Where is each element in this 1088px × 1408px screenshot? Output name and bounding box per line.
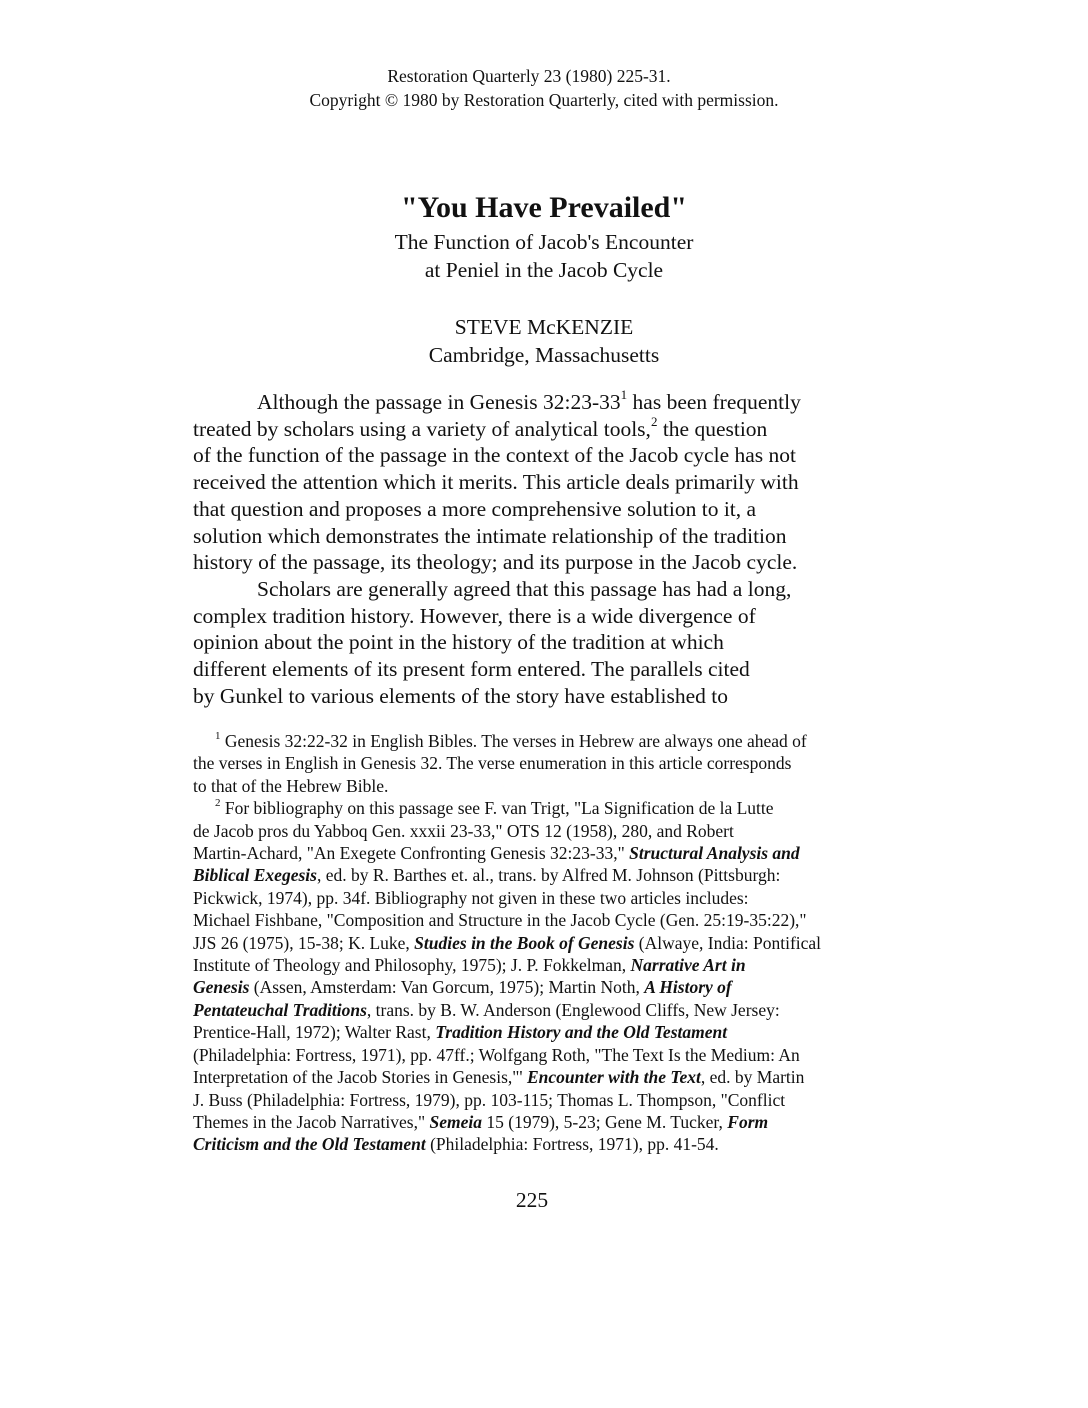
footnote-line: Themes in the Jacob Narratives," Semeia 15 (1979), 5-23; Gene M. Tucker, Form <box>193 1111 769 1132</box>
footnote-marker: 2 <box>215 797 221 810</box>
text-line: by Gunkel to various elements of the story have established to <box>193 683 728 708</box>
footnote-line: Biblical Exegesis, ed. by R. Barthes et. al., trans. by Alfred M. Johnson (Pittsburgh: <box>193 865 781 886</box>
author-location: Cambridge, Massachusetts <box>428 343 660 367</box>
footnote-ref-2[interactable]: 2 <box>650 413 658 429</box>
footnote-line: de Jacob pros du Yabboq Gen. xxxii 23-33," OTS 12 (1958), 280, and Robert <box>193 820 734 841</box>
subtitle-line: at Peniel in the Jacob Cycle <box>424 258 664 282</box>
footnote-line: Genesis (Assen, Amsterdam: Van Gorcum, 1975); Martin Noth, A History of <box>193 977 732 998</box>
text-line: that question and proposes a more comprehensive solution to it, a <box>193 496 757 521</box>
text-line: solution which demonstrates the intimate relationship of the tradition <box>193 523 787 548</box>
footnote-line: Pickwick, 1974), pp. 34f. Bibliography not given in these two articles includes: <box>193 887 749 908</box>
footnote-line: Interpretation of the Jacob Stories in Genesis,"' Encounter with the Text, ed. by Martin <box>193 1067 805 1088</box>
text-line: of the function of the passage in the context of the Jacob cycle has not <box>193 443 796 468</box>
footnote-2: $^2$ For bibliography on this passage see F. van Trigt, "La Signification de la Lutte <box>215 797 774 819</box>
footnote-line: Pentateuchal Traditions, trans. by B. W. Anderson (Englewood Cliffs, New Jersey: <box>193 999 780 1020</box>
footnote-line: to that of the Hebrew Bible. <box>193 775 389 796</box>
text-line: opinion about the point in the history of the tradition at which <box>193 630 724 655</box>
footnote-line: Michael Fishbane, "Composition and Structure in the Jacob Cycle (Gen. 25:19-35:22)," <box>193 910 807 931</box>
body-text <box>193 386 893 709</box>
text-line: history of the passage, its theology; and its purpose in the Jacob cycle. <box>193 550 798 575</box>
article-subtitle <box>0 228 1088 284</box>
footnote-line: JJS 26 (1975), 15-38; K. Luke, Studies in the Book of Genesis (Alwaye, India: Pontifical <box>193 932 822 953</box>
footnote-line: the verses in English in Genesis 32. The verse enumeration in this article corresponds <box>193 753 792 774</box>
text-line: received the attention which it merits. This article deals primarily with <box>193 470 799 495</box>
copyright-notice: Copyright © 1980 by Restoration Quarterly, cited with permission. <box>309 90 779 110</box>
text-line: treated by scholars using a variety of analytical tools,$^2$ the question <box>193 413 768 441</box>
footnote-line: Criticism and the Old Testament (Philadelphia: Fortress, 1971), pp. 41-54. <box>193 1134 719 1155</box>
author-name: STEVE McKENZIE <box>454 315 634 339</box>
footnote-line: Prentice-Hall, 1972); Walter Rast, Tradition History and the Old Testament <box>193 1022 728 1043</box>
text-line: Although the passage in Genesis $32:23-33^1$ has been frequently <box>257 386 801 414</box>
citation-header <box>0 64 1088 112</box>
footnote-line: (Philadelphia: Fortress, 1971), pp. 47ff.; Wolfgang Roth, "The Text Is the Medium: An <box>193 1044 800 1065</box>
footnote-line: J. Buss (Philadelphia: Fortress, 1979), pp. 103-115; Thomas L. Thompson, "Conflict <box>193 1089 786 1110</box>
footnote-line: Institute of Theology and Philosophy, 1975); J. P. Fokkelman, Narrative Art in <box>193 955 746 976</box>
author-block <box>0 313 1088 369</box>
text-line: Scholars are generally agreed that this passage has had a long, <box>257 576 792 601</box>
footnote-marker: 1 <box>215 730 221 743</box>
page-number: 225 <box>515 1188 549 1212</box>
footnote-line: Martin-Achard, "An Exegete Confronting Genesis 32:23-33," Structural Analysis and <box>193 843 800 864</box>
text-line: complex tradition history. However, there is a wide divergence of <box>193 603 756 628</box>
article-title: "You Have Prevailed" <box>400 191 688 224</box>
footnote-1: $^1$ Genesis 32:22-32 in English Bibles. The verses in Hebrew are always one ahead of <box>215 730 807 751</box>
subtitle-line: The Function of Jacob's Encounter <box>394 230 694 254</box>
journal-citation: Restoration Quarterly 23 (1980) 225-31. <box>387 66 671 86</box>
footnotes <box>193 730 893 1156</box>
footnote-ref-1[interactable]: 1 <box>620 386 628 402</box>
text-line: different elements of its present form entered. The parallels cited <box>193 657 750 682</box>
